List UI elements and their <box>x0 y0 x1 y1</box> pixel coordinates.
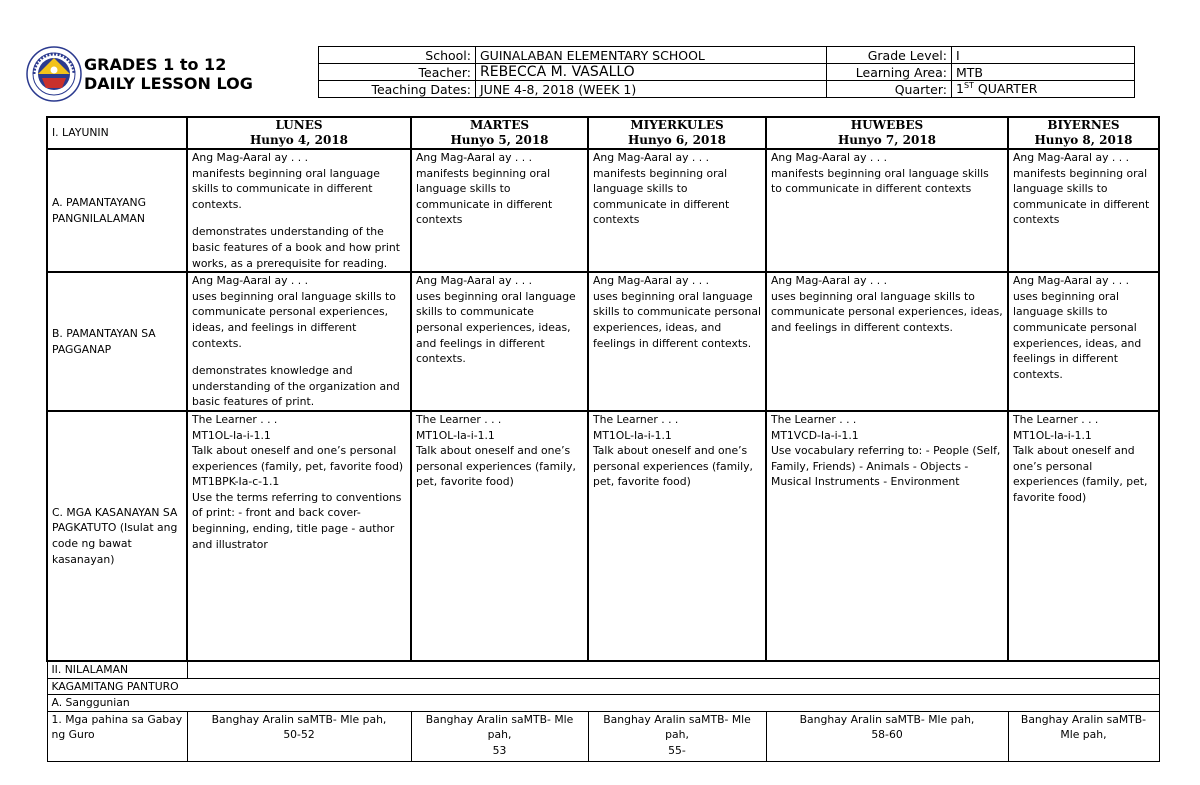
row-label-pamantayang-pangnilalaman: A. PAMANTAYANG PANGNILALAMAN <box>47 149 187 272</box>
sanggunian-heading: A. Sanggunian <box>47 695 1159 712</box>
teacher-value: REBECCA M. VASALLO <box>476 64 827 81</box>
day-name: MARTES <box>469 118 530 132</box>
cell-a-martes <box>411 149 588 272</box>
cell-text: Banghay Aralin saMTB- Mle pah, <box>1020 712 1147 742</box>
cell-text: Ang Mag-Aaral ay . . . <box>416 274 533 288</box>
cell-gabay-miyerkules <box>588 711 766 761</box>
competency-code: MT1OL-Ia-i-1.1 <box>416 428 495 442</box>
cell-text: Use the terms referring to conventions of print: - front and back cover- beginning, ending, title page - author and illustrator <box>192 490 402 551</box>
cell-c-martes <box>411 411 588 661</box>
nilalaman-content <box>187 661 1159 678</box>
learning-area-value: MTB <box>952 64 1135 81</box>
competency-code: MT1OL-Ia-i-1.1 <box>593 428 672 442</box>
row-label-pamantayan-sa-pagganap: B. PAMANTAYAN SA PAGGANAP <box>47 272 187 411</box>
cell-text: Ang Mag-Aaral ay . . . <box>192 151 309 164</box>
cell-text: Talk about oneself and one’s personal experiences (family, pet, favorite food) <box>416 444 576 489</box>
cell-b-biyernes <box>1008 272 1159 411</box>
cell-c-lunes <box>187 411 411 661</box>
cell-text: manifests beginning oral language skills to communicate in different contexts <box>1013 166 1150 227</box>
quarter-label: Quarter: <box>827 81 952 98</box>
competency-code: MT1BPK-Ia-c-1.1 <box>192 475 280 489</box>
day-date: Hunyo 5, 2018 <box>450 133 549 147</box>
school-value: GUINALABAN ELEMENTARY SCHOOL <box>476 47 827 64</box>
school-label: School: <box>319 47 476 64</box>
cell-text: manifests beginning oral language skills to communicate in different contexts. <box>192 166 380 211</box>
cell-text: uses beginning oral language skills to communicate personal experiences, ideas, and feelings in different contexts. <box>593 289 761 350</box>
quarter-number: 1 <box>956 81 964 97</box>
kagamitang-panturo-heading: KAGAMITANG PANTURO <box>47 678 1159 695</box>
cell-gabay-martes <box>411 711 588 761</box>
grade-level-label: Grade Level: <box>827 47 952 64</box>
cell-b-lunes <box>187 272 411 411</box>
day-header-biyernes <box>1008 117 1159 149</box>
page-range: 50-52 <box>283 728 315 742</box>
cell-b-martes <box>411 272 588 411</box>
cell-text: Talk about oneself and one’s personal experiences (family, pet, favorite food) <box>192 444 404 473</box>
cell-text: Ang Mag-Aaral ay . . . <box>593 151 710 164</box>
cell-text: The Learner . . . <box>416 412 502 426</box>
day-name: LUNES <box>275 118 323 132</box>
cell-text: Ang Mag-Aaral ay . . . <box>1013 151 1130 164</box>
cell-text: demonstrates understanding of the basic features of a book and how print works, as a prerequisite for reading. <box>192 225 400 270</box>
cell-text: manifests beginning oral language skills to communicate in different contexts <box>593 166 730 227</box>
cell-b-miyerkules <box>588 272 766 411</box>
cell-text: Ang Mag-Aaral ay . . . <box>192 274 309 288</box>
cell-text: uses beginning oral language skills to communicate personal experiences, ideas, and feelings in different contexts. <box>771 289 1003 334</box>
cell-text: manifests beginning oral language skills to communicate in different contexts <box>416 166 553 227</box>
lesson-log-table <box>46 116 1160 762</box>
cell-text: Banghay Aralin saMTB- Mle pah, <box>799 712 975 726</box>
cell-text: Banghay Aralin saMTB- Mle pah, <box>425 712 574 742</box>
day-date: Hunyo 6, 2018 <box>627 133 727 147</box>
cell-c-biyernes <box>1008 411 1159 661</box>
row-label-mga-kasanayan-sa-pagkatuto: C. MGA KASANAYAN SA PAGKATUTO (Isulat ang code ng bawat kasanayan) <box>47 411 187 661</box>
page-range: 58-60 <box>871 728 903 742</box>
cell-a-miyerkules <box>588 149 766 272</box>
cell-text: Ang Mag-Aaral ay . . . <box>416 151 533 164</box>
cell-gabay-huwebes <box>766 711 1008 761</box>
day-header-huwebes <box>766 117 1008 149</box>
header-info-table <box>318 46 1135 98</box>
day-header-martes <box>411 117 588 149</box>
title-line-2: DAILY LESSON LOG <box>84 74 253 93</box>
page-range: 55- <box>668 743 686 757</box>
competency-code: MT1VCD-Ia-i-1.1 <box>771 428 859 442</box>
cell-text: uses beginning oral language skills to communicate personal experiences, ideas, and feelings in different contexts. <box>192 289 396 350</box>
competency-code: MT1OL-Ia-i-1.1 <box>1013 428 1092 442</box>
section-layunin: I. LAYUNIN <box>47 117 187 149</box>
quarter-value <box>952 81 1135 98</box>
competency-code: MT1OL-Ia-i-1.1 <box>192 428 271 442</box>
day-date: Hunyo 7, 2018 <box>837 133 937 147</box>
cell-text: Talk about oneself and one’s personal experiences (family, pet, favorite food) <box>593 444 753 489</box>
cell-b-huwebes <box>766 272 1008 411</box>
cell-gabay-biyernes <box>1008 711 1159 761</box>
cell-c-miyerkules <box>588 411 766 661</box>
deped-seal-icon <box>26 46 82 102</box>
day-name: HUWEBES <box>850 118 924 132</box>
teaching-dates-label: Teaching Dates: <box>319 81 476 98</box>
day-header-lunes <box>187 117 411 149</box>
cell-text: The Learner . . . <box>1013 412 1099 426</box>
day-name: BIYERNES <box>1047 118 1120 132</box>
cell-text: The Learner . . . <box>771 412 857 426</box>
cell-c-huwebes <box>766 411 1008 661</box>
form-title <box>84 55 253 93</box>
quarter-word: QUARTER <box>973 81 1038 97</box>
cell-text: uses beginning oral language skills to communicate personal experiences, ideas, and feelings in different contexts. <box>1013 289 1142 381</box>
grade-level-value: I <box>952 47 1135 64</box>
section-nilalaman: II. NILALAMAN <box>47 661 187 678</box>
day-name: MIYERKULES <box>630 118 724 132</box>
teaching-dates-value: JUNE 4-8, 2018 (WEEK 1) <box>476 81 827 98</box>
cell-text: Ang Mag-Aaral ay . . . <box>771 274 888 288</box>
quarter-suffix: ST <box>963 81 974 91</box>
day-date: Hunyo 4, 2018 <box>249 133 349 147</box>
row-label-gabay-ng-guro: 1. Mga pahina sa Gabay ng Guro <box>47 711 187 761</box>
page-range: 53 <box>492 743 507 757</box>
title-line-1: GRADES 1 to 12 <box>84 55 227 74</box>
learning-area-label: Learning Area: <box>827 64 952 81</box>
cell-a-lunes <box>187 149 411 272</box>
cell-text: The Learner . . . <box>192 412 278 426</box>
cell-text: Ang Mag-Aaral ay . . . <box>1013 274 1130 288</box>
cell-text: Use vocabulary referring to: - People (Self, Family, Friends) - Animals - Objects - Musical Instruments - Environment <box>771 444 1001 489</box>
cell-text: Talk about oneself and one’s personal experiences (family, pet, favorite food) <box>1013 444 1148 504</box>
cell-text: demonstrates knowledge and understanding of the organization and basic features of print. <box>192 364 400 409</box>
cell-a-huwebes <box>766 149 1008 272</box>
cell-text: uses beginning oral language skills to communicate personal experiences, ideas, and feelings in different contexts. <box>416 289 576 366</box>
cell-text: The Learner . . . <box>593 412 679 426</box>
cell-text: manifests beginning oral language skills to communicate in different contexts <box>771 166 989 196</box>
day-header-miyerkules <box>588 117 766 149</box>
cell-text: Ang Mag-Aaral ay . . . <box>771 151 888 164</box>
cell-text: Ang Mag-Aaral ay . . . <box>593 274 710 288</box>
cell-text: Banghay Aralin saMTB- Mle pah, <box>211 712 387 726</box>
cell-a-biyernes <box>1008 149 1159 272</box>
cell-text: Banghay Aralin saMTB- Mle pah, <box>603 712 751 742</box>
cell-gabay-lunes <box>187 711 411 761</box>
teacher-label: Teacher: <box>319 64 476 81</box>
day-date: Hunyo 8, 2018 <box>1034 133 1133 147</box>
